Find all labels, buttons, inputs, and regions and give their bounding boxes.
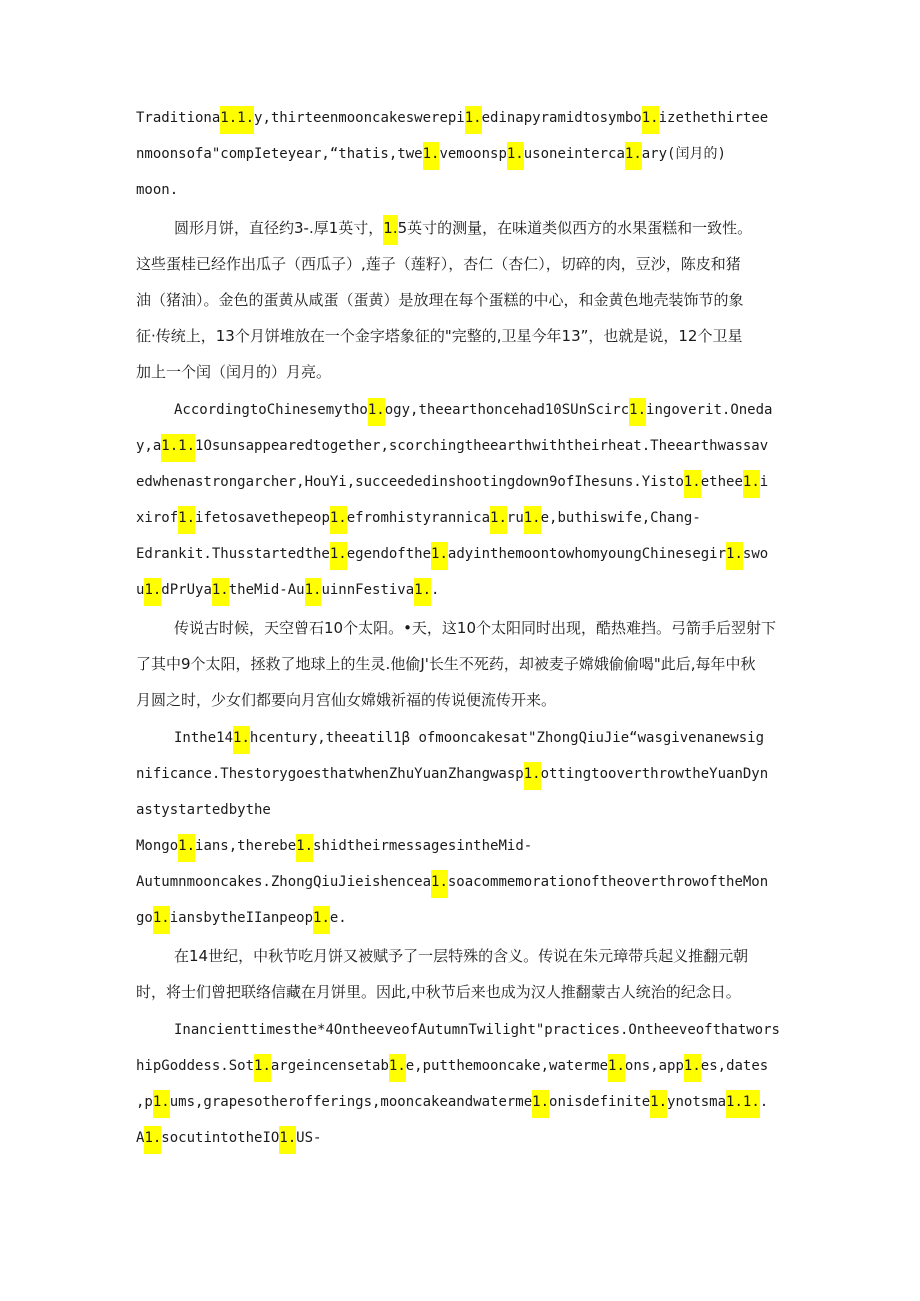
text-fragment: es,dates [700, 1058, 769, 1074]
text-fragment: edinapyramidtosymbo [481, 110, 642, 126]
text-fragment: izethethirtee [658, 110, 769, 126]
text-line [136, 543, 768, 565]
text-fragment: onisdefinite [549, 1094, 651, 1110]
highlighted-fragment: 1. [490, 506, 507, 534]
text-line [136, 981, 741, 1003]
text-fragment: 油（猪油）。金色的蛋黄从咸蛋（蛋黄）是放理在每个蛋糕的中心，和金黄色地壳装饰节的象 [136, 291, 744, 309]
text-fragment: y,a [136, 438, 162, 454]
highlighted-fragment: 1. [330, 542, 347, 570]
text-fragment: shidtheirmessagesintheMid- [313, 838, 533, 854]
text-fragment: 这些蛋桂已经作出瓜子（西瓜子）,莲子（莲籽），杏仁（杏仁），切碎的肉，豆沙，陈皮和猪 [136, 255, 741, 273]
text-line [136, 107, 768, 129]
text-line [136, 799, 271, 821]
text-fragment: egendofthe [346, 546, 432, 562]
text-fragment: ingoverit.Oneda [646, 402, 773, 418]
text-fragment: 了其中9个太阳，拯救了地球上的生灵.他偷J'长生不死药，却被麦子嫦娥偷偷喝"此后,每年中秋 [136, 655, 756, 673]
text-line [174, 617, 776, 639]
text-fragment: US- [296, 1130, 322, 1146]
text-fragment: i [759, 474, 769, 490]
highlighted-fragment: 1. [305, 578, 322, 606]
highlighted-fragment: 1. [629, 398, 646, 426]
highlighted-fragment: 1.1. [161, 434, 195, 462]
text-line [136, 579, 439, 601]
text-fragment: go [136, 910, 153, 926]
text-line [136, 471, 768, 493]
highlighted-fragment: 1. [330, 506, 347, 534]
text-fragment: Mongo [136, 838, 179, 854]
highlighted-fragment: 1. [650, 1090, 667, 1118]
text-line [136, 143, 726, 165]
text-fragment: ary(闰月的) [641, 146, 726, 162]
text-line [136, 289, 744, 311]
text-line [136, 361, 331, 383]
text-fragment: moon. [136, 182, 179, 198]
text-fragment: Inancienttimesthe*4OntheeveofAutumnTwilight"practices.Ontheeveofthatwors [174, 1022, 780, 1038]
text-fragment: 传说古时候，天空曾石10个太阳。•天，这10个太阳同时出现，酷热难挡。弓箭手后翌射下 [174, 619, 777, 637]
text-fragment: Inthe14 [174, 730, 234, 746]
highlighted-fragment: 1. [313, 906, 330, 934]
text-fragment: nificance.ThestorygoesthatwhenZhuYuanZhangwasp [136, 766, 524, 782]
text-fragment: ynotsma [667, 1094, 727, 1110]
highlighted-fragment: 1. [524, 762, 541, 790]
text-line [136, 689, 556, 711]
highlighted-fragment: 1. [684, 1054, 701, 1082]
highlighted-fragment: 1. [743, 470, 760, 498]
highlighted-fragment: 1. [254, 1054, 271, 1082]
text-fragment: ethee [700, 474, 743, 490]
text-line [136, 907, 347, 929]
text-fragment: iansbytheIIanpeop [169, 910, 314, 926]
text-line [136, 1055, 768, 1077]
text-fragment: 圆形月饼，直径约3-.厚1英寸， [174, 219, 384, 237]
text-fragment: y,thirteenmooncakeswerepi [254, 110, 465, 126]
highlighted-fragment: 1. [279, 1126, 296, 1154]
highlighted-fragment: 1. [726, 542, 743, 570]
text-fragment: vemoonsp [439, 146, 507, 162]
highlighted-fragment: 1. [153, 906, 170, 934]
text-fragment: ifetosavethepeop [195, 510, 330, 526]
text-fragment: 月圆之时，少女们都要向月宫仙女嫦娥祈福的传说便流传开来。 [136, 691, 557, 709]
text-fragment: 1Osunsappearedtogether,scorchingtheearthwiththeirheat.Theearthwassav [195, 438, 769, 454]
text-fragment: adyinthemoontowhomyoungChinesegir [447, 546, 727, 562]
text-fragment: . [431, 582, 440, 598]
text-fragment: e. [329, 910, 347, 926]
text-line [174, 399, 772, 421]
text-fragment: . [759, 1094, 769, 1110]
text-fragment: nmoonsofa"compIeteyear,“thatis,twe [136, 146, 423, 162]
highlighted-fragment: 1. [642, 106, 659, 134]
highlighted-fragment: 1. [144, 1126, 161, 1154]
text-fragment: ums,grapesotherofferings,mooncakeandwaterme [169, 1094, 533, 1110]
highlighted-fragment: 1. [212, 578, 229, 606]
text-fragment: u [136, 582, 145, 598]
text-fragment: argeincensetab [270, 1058, 389, 1074]
text-fragment: uinnFestiva [321, 582, 415, 598]
text-fragment: xirof [136, 510, 179, 526]
highlighted-fragment: 1. [296, 834, 313, 862]
text-line [136, 835, 532, 857]
text-fragment: 加上一个闰（闰月的）月亮。 [136, 363, 332, 381]
text-line [174, 727, 764, 749]
text-fragment: hipGoddess.Sot [136, 1058, 255, 1074]
text-line [136, 507, 701, 529]
text-fragment: socutintotheIO [161, 1130, 280, 1146]
highlighted-fragment: 1. [608, 1054, 625, 1082]
text-fragment: 时，将士们曾把联络信藏在月饼里。因此,中秋节后来也成为汉人推翻蒙古人统治的纪念日。 [136, 983, 741, 1001]
highlighted-fragment: 1. [507, 142, 524, 170]
highlighted-fragment: 1. [144, 578, 161, 606]
text-fragment: ottingtooverthrowtheYuanDyn [540, 766, 769, 782]
text-fragment: hcentury,theeatil1β ofmooncakesat"ZhongQiuJie“wasgivenanewsig [249, 730, 765, 746]
highlighted-fragment: 1. [414, 578, 431, 606]
highlighted-fragment: 1. [532, 1090, 549, 1118]
highlighted-fragment: 1. [524, 506, 541, 534]
text-fragment: edwhenastrongarcher,HouYi,succeededinshootingdown9ofIhesuns.Yisto [136, 474, 684, 490]
highlighted-fragment: 1. [153, 1090, 170, 1118]
highlighted-fragment: 1. [233, 726, 250, 754]
text-line [136, 1091, 768, 1113]
text-fragment: ,p [136, 1094, 153, 1110]
text-line [174, 217, 752, 239]
text-fragment: 征·传统上，13个月饼堆放在一个金字塔象征的"完整的,卫星今年13”，也就是说，12个卫星 [136, 327, 743, 345]
highlighted-fragment: 1. [465, 106, 482, 134]
text-fragment: 5英寸的测量，在味道类似西方的水果蛋糕和一致性。 [397, 219, 753, 237]
highlighted-fragment: 1.1. [726, 1090, 760, 1118]
highlighted-fragment: 1. [383, 215, 397, 245]
text-fragment: 在14世纪，中秋节吃月饼又被赋予了一层特殊的含义。传说在朱元璋带兵起义推翻元朝 [174, 947, 749, 965]
highlighted-fragment: 1. [389, 1054, 406, 1082]
text-fragment: Autumnmooncakes.ZhongQiuJieishencea [136, 874, 432, 890]
text-line [136, 871, 768, 893]
highlighted-fragment: 1. [178, 506, 195, 534]
highlighted-fragment: 1. [423, 142, 440, 170]
text-fragment: e,buthiswife,Chang- [540, 510, 701, 526]
text-fragment: ogy,theearthoncehad10SUnScirc [384, 402, 630, 418]
text-fragment: theMid-Au [228, 582, 305, 598]
text-fragment: ons,app [624, 1058, 684, 1074]
text-line [174, 1019, 780, 1041]
text-line [136, 1127, 321, 1149]
highlighted-fragment: 1. [684, 470, 701, 498]
text-fragment: soacommemorationoftheoverthrowoftheMon [447, 874, 769, 890]
text-fragment: ru [506, 510, 524, 526]
highlighted-fragment: 1. [178, 834, 195, 862]
text-fragment: astystartedbythe [136, 802, 271, 818]
text-line [136, 763, 768, 785]
highlighted-fragment: 1. [431, 542, 448, 570]
text-line [136, 253, 741, 275]
text-line [174, 945, 748, 967]
text-line [136, 179, 178, 201]
text-fragment: Traditiona [136, 110, 221, 126]
text-fragment: A [136, 1130, 145, 1146]
text-line [136, 325, 742, 347]
text-line [136, 435, 768, 457]
highlighted-fragment: 1.1. [220, 106, 254, 134]
highlighted-fragment: 1. [368, 398, 385, 426]
text-fragment: efromhistyrannica [346, 510, 491, 526]
text-fragment: swo [742, 546, 769, 562]
text-fragment: dPrUya [161, 582, 212, 598]
highlighted-fragment: 1. [431, 870, 448, 898]
text-fragment: AccordingtoChinesemytho [174, 402, 368, 418]
text-fragment: ians,therebe [195, 838, 297, 854]
text-fragment: e,putthemooncake,waterme [405, 1058, 609, 1074]
text-line [136, 653, 756, 675]
text-fragment: Edrankit.Thusstartedthe [136, 546, 330, 562]
highlighted-fragment: 1. [625, 142, 642, 170]
text-fragment: usoneinterca [523, 146, 625, 162]
